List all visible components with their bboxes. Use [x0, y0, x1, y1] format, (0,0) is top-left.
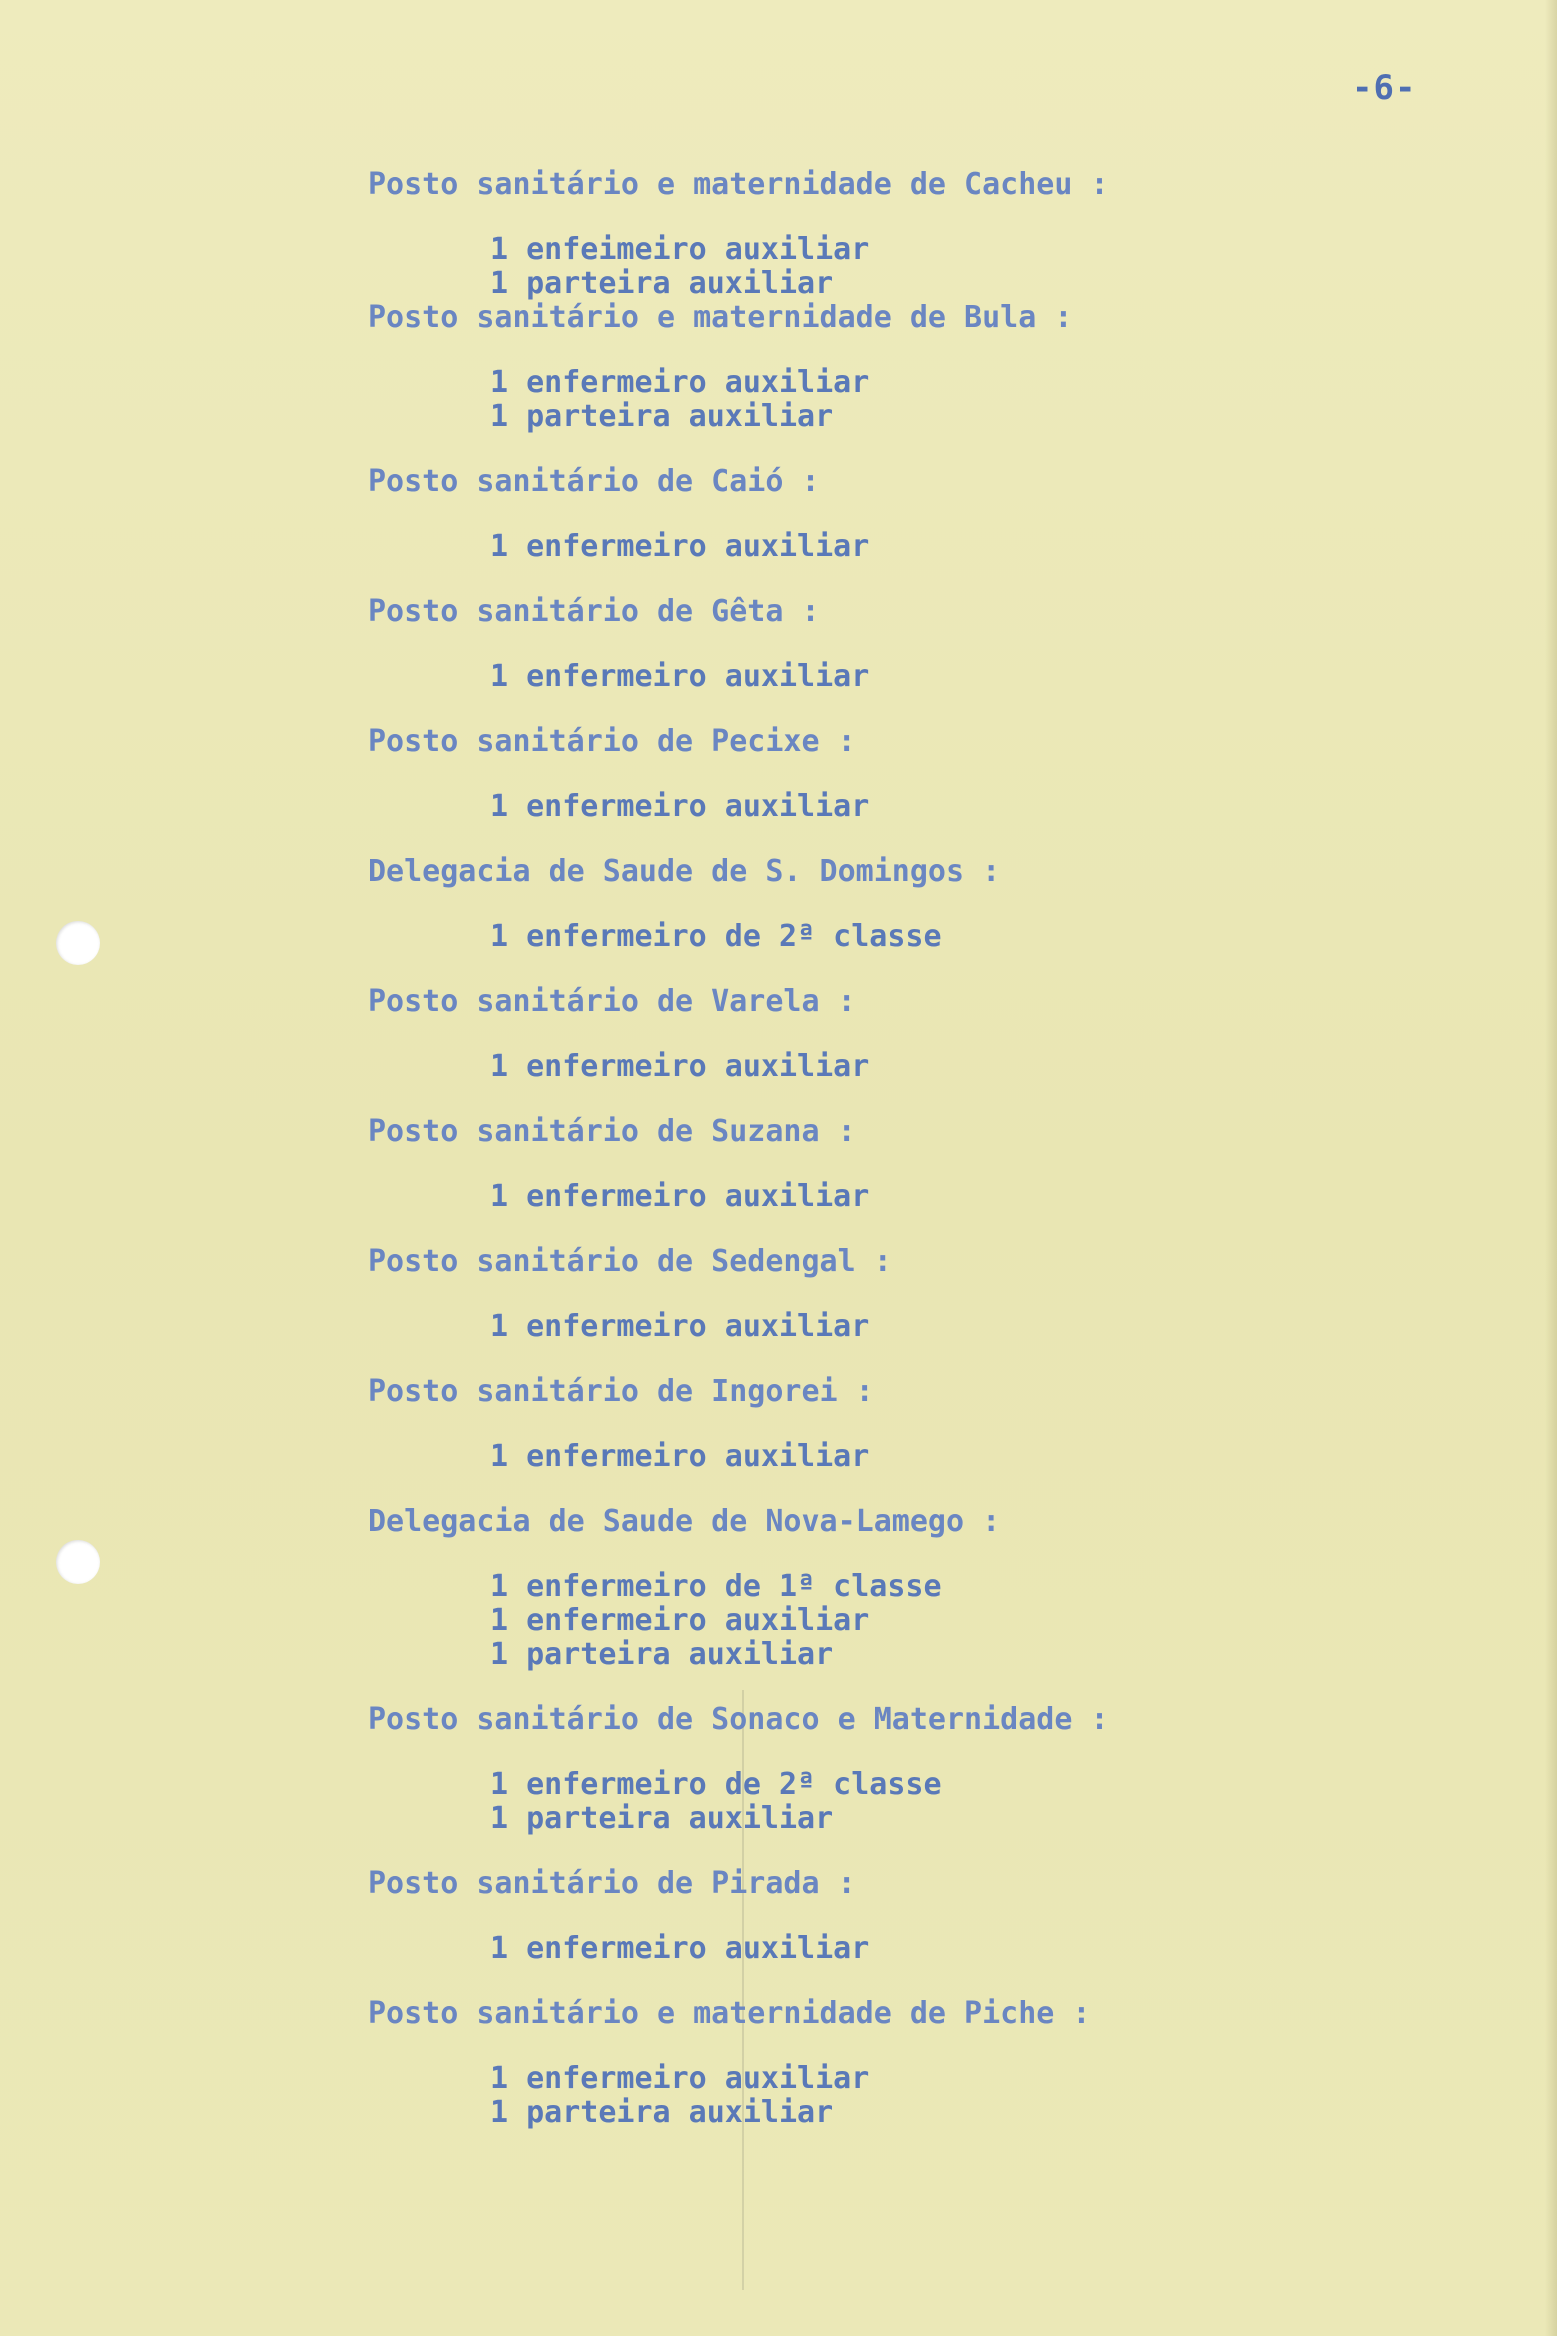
staff-list [368, 660, 1368, 694]
staff-item: 1 parteira auxiliar [490, 1801, 834, 1836]
staff-list [368, 530, 1368, 564]
staff-list [368, 1310, 1368, 1344]
punch-hole-top [56, 921, 100, 965]
staff-listing [368, 168, 1368, 2130]
health-post-title: Delegacia de Saude de S. Domingos : [368, 854, 1001, 889]
staff-list [368, 233, 1368, 301]
health-post-entry [368, 301, 1368, 434]
staff-list [368, 1932, 1368, 1966]
staff-item: 1 parteira auxiliar [490, 399, 834, 434]
health-post-title: Posto sanitário e maternidade de Cacheu : [368, 167, 1109, 202]
health-post-entry [368, 1505, 1368, 1672]
health-post-entry [368, 1867, 1368, 1966]
staff-list [368, 1570, 1368, 1672]
health-post-title: Posto sanitário de Varela : [368, 984, 856, 1019]
staff-item: 1 parteira auxiliar [490, 266, 834, 301]
staff-item: 1 enfermeiro de 2ª classe [490, 1767, 942, 1802]
staff-item: 1 enfermeiro auxiliar [490, 659, 870, 694]
staff-list [368, 1180, 1368, 1214]
staff-list [368, 366, 1368, 434]
staff-item: 1 parteira auxiliar [490, 1637, 834, 1672]
punch-hole-bottom [56, 1540, 100, 1584]
staff-item: 1 enfermeiro de 1ª classe [490, 1569, 942, 1604]
health-post-entry [368, 595, 1368, 694]
staff-list [368, 790, 1368, 824]
staff-list [368, 1768, 1368, 1836]
staff-item: 1 enfermeiro auxiliar [490, 1931, 870, 1966]
health-post-title: Posto sanitário de Suzana : [368, 1114, 856, 1149]
staff-item: 1 enfermeiro auxiliar [490, 2061, 870, 2096]
health-post-entry [368, 1703, 1368, 1836]
staff-list [368, 2062, 1368, 2130]
staff-item: 1 enfermeiro auxiliar [490, 365, 870, 400]
health-post-title: Posto sanitário de Pirada : [368, 1866, 856, 1901]
health-post-title: Delegacia de Saude de Nova-Lamego : [368, 1504, 1001, 1539]
health-post-entry [368, 1245, 1368, 1344]
health-post-entry [368, 985, 1368, 1084]
staff-list [368, 1050, 1368, 1084]
health-post-title: Posto sanitário de Gêta : [368, 594, 820, 629]
staff-list [368, 920, 1368, 954]
health-post-title: Posto sanitário e maternidade de Bula : [368, 300, 1073, 335]
health-post-title: Posto sanitário de Sonaco e Maternidade : [368, 1702, 1109, 1737]
health-post-title: Posto sanitário de Pecixe : [368, 724, 856, 759]
page-number: -6- [1352, 68, 1417, 108]
page-edge-shadow [1545, 0, 1557, 2336]
staff-item: 1 enfermeiro de 2ª classe [490, 919, 942, 954]
health-post-entry [368, 168, 1368, 301]
health-post-entry [368, 465, 1368, 564]
health-post-entry [368, 1997, 1368, 2130]
staff-item: 1 enfermeiro auxiliar [490, 789, 870, 824]
health-post-entry [368, 1375, 1368, 1474]
staff-item: 1 enfermeiro auxiliar [490, 1179, 870, 1214]
staff-item: 1 enfermeiro auxiliar [490, 1309, 870, 1344]
health-post-entry [368, 725, 1368, 824]
staff-item: 1 enfermeiro auxiliar [490, 1603, 870, 1638]
staff-item: 1 enfermeiro auxiliar [490, 1049, 870, 1084]
health-post-title: Posto sanitário de Caió : [368, 464, 820, 499]
staff-item: 1 enfermeiro auxiliar [490, 529, 870, 564]
staff-item: 1 enfeimeiro auxiliar [490, 232, 870, 267]
health-post-title: Posto sanitário de Ingorei : [368, 1374, 874, 1409]
staff-list [368, 1440, 1368, 1474]
staff-item: 1 parteira auxiliar [490, 2095, 834, 2130]
health-post-title: Posto sanitário de Sedengal : [368, 1244, 892, 1279]
health-post-entry [368, 1115, 1368, 1214]
health-post-entry [368, 855, 1368, 954]
health-post-title: Posto sanitário e maternidade de Piche : [368, 1996, 1091, 2031]
staff-item: 1 enfermeiro auxiliar [490, 1439, 870, 1474]
